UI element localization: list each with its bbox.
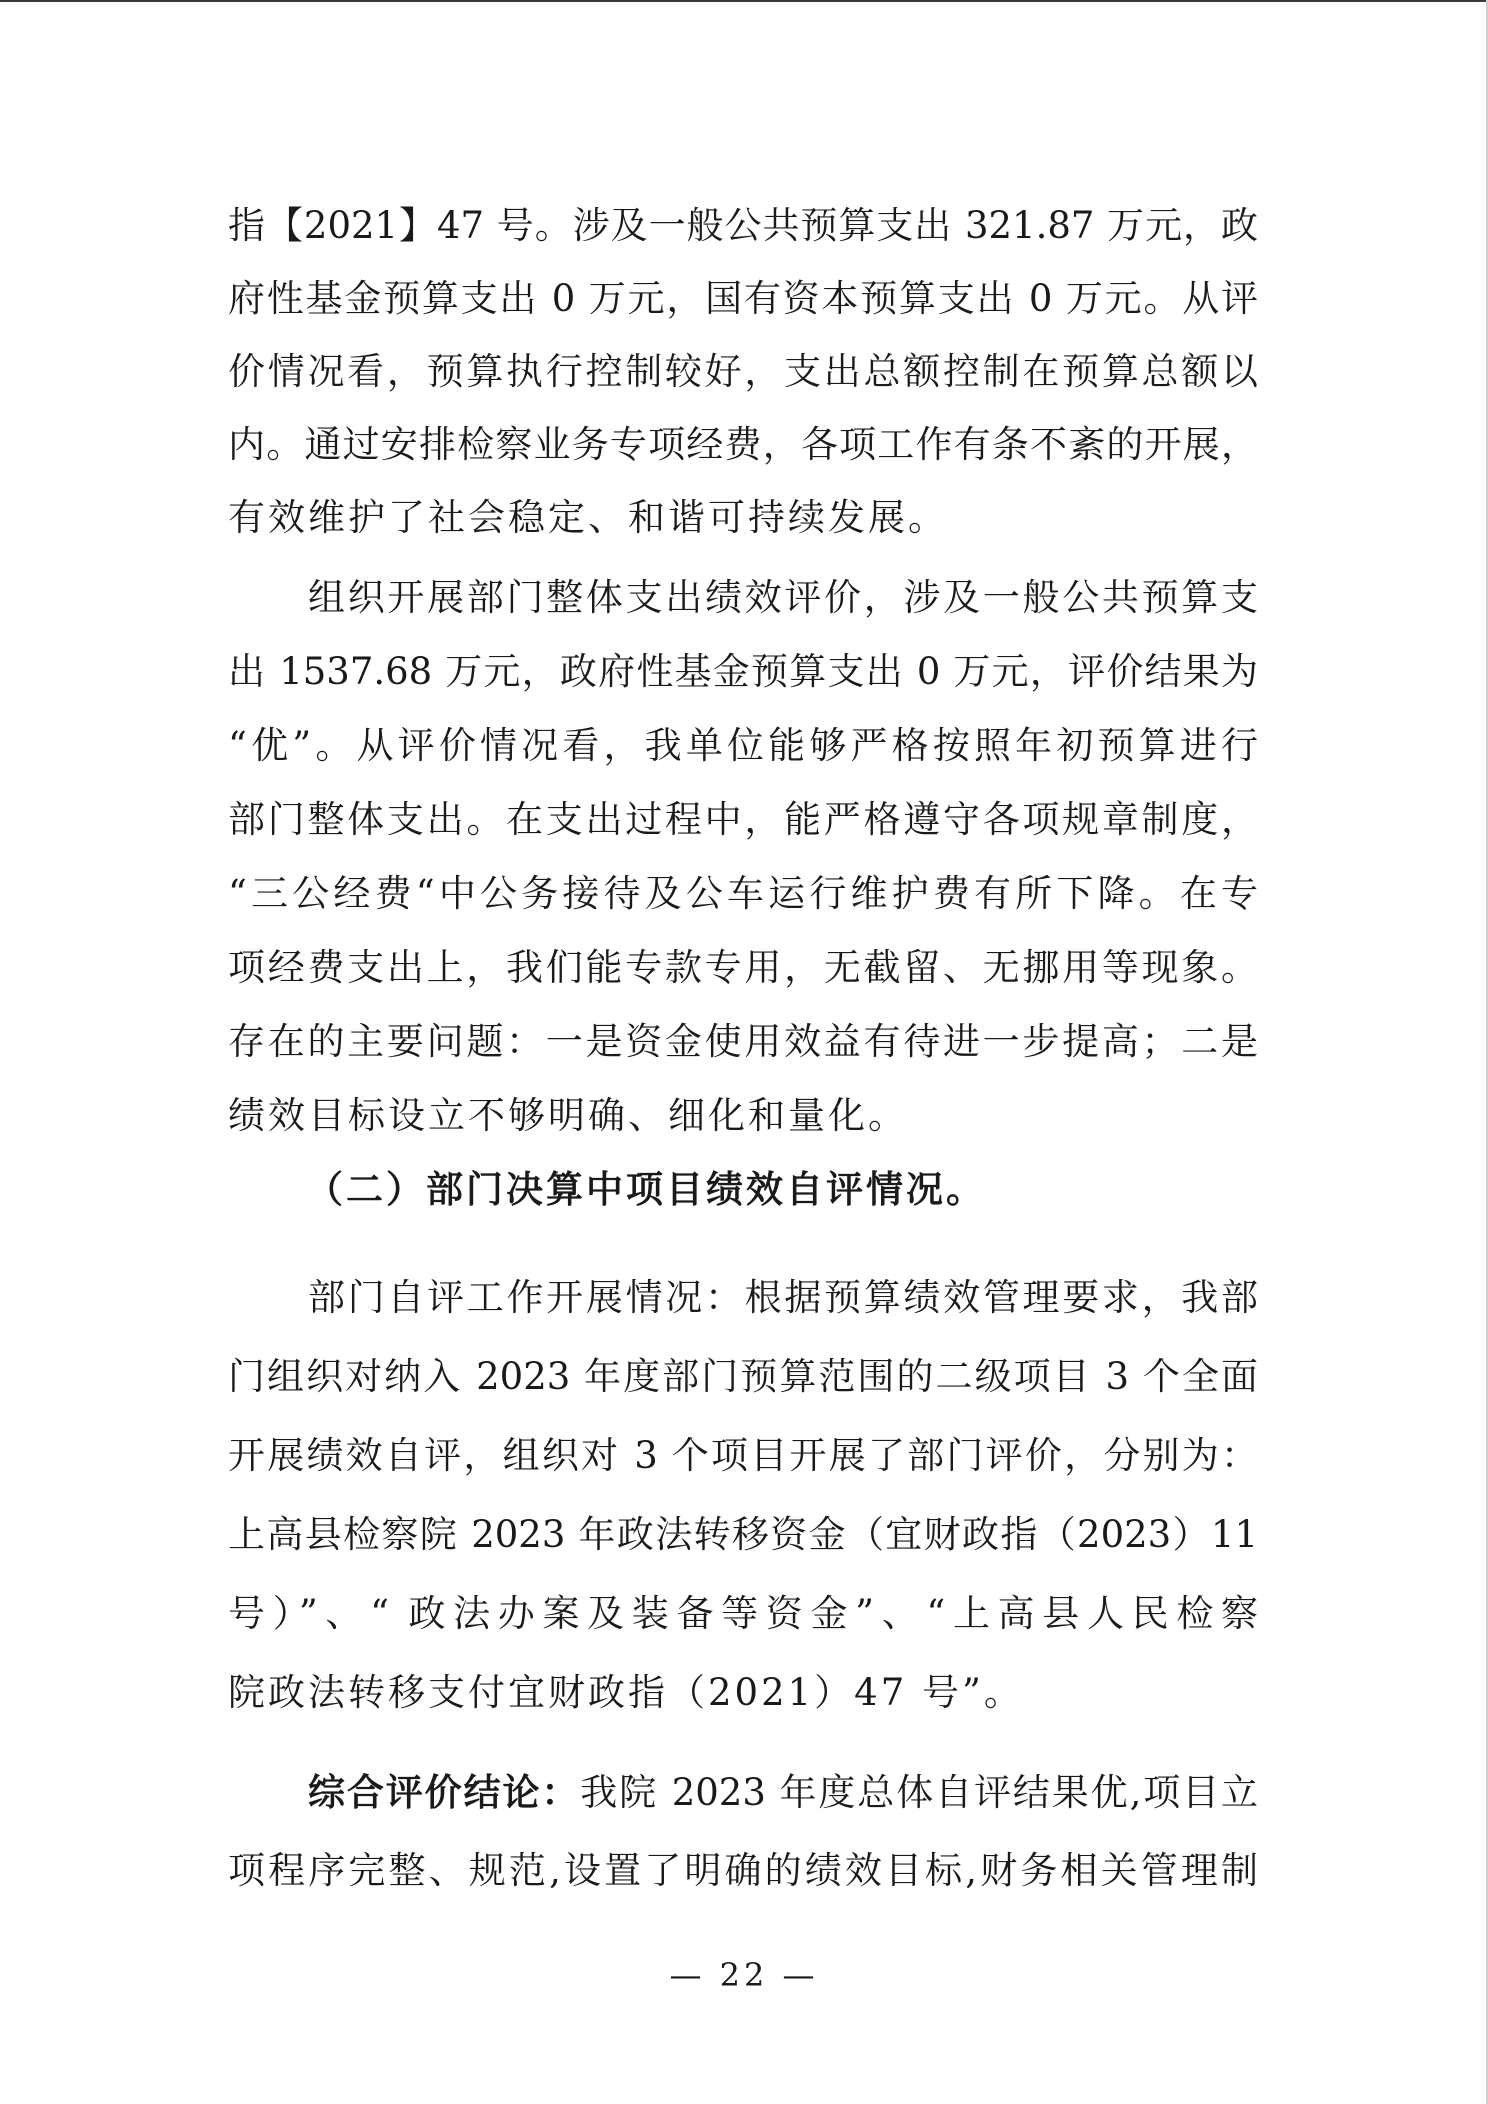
- paragraph-2-line-1: 组织开展部门整体支出绩效评价，涉及一般公共预算支: [308, 576, 1258, 619]
- paragraph-2-line-4: 部门整体支出。在支出过程中，能严格遵守各项规章制度，: [228, 798, 1258, 841]
- section-heading: （二）部门决算中项目绩效自评情况。: [306, 1168, 986, 1211]
- paragraph-3-line-2: 门组织对纳入 2023 年度部门预算范围的二级项目 3 个全面: [228, 1355, 1258, 1398]
- paragraph-1-line-2: 府性基金预算支出 0 万元，国有资本预算支出 0 万元。从评: [228, 277, 1258, 320]
- paragraph-2-line-7: 存在的主要问题：一是资金使用效益有待进一步提高；二是: [228, 1020, 1258, 1063]
- paragraph-3-line-3: 开展绩效自评，组织对 3 个项目开展了部门评价，分别为：: [228, 1434, 1258, 1477]
- page-number: — 22 —: [669, 1956, 819, 1994]
- paragraph-4-line-1: [308, 1763, 1258, 1823]
- paragraph-3-line-6: 院政法转移支付宜财政指（2021）47 号”。: [228, 1671, 1024, 1714]
- paragraph-3-line-1: 部门自评工作开展情况：根据预算绩效管理要求，我部: [308, 1276, 1258, 1319]
- paragraph-3-line-4: 上高县检察院 2023 年政法转移资金（宜财政指（2023）11: [228, 1513, 1258, 1556]
- paragraph-2-line-5: “三公经费“中公务接待及公车运行维护费有所下降。在专: [228, 872, 1258, 915]
- paragraph-1-line-1: 指【2021】47 号。涉及一般公共预算支出 321.87 万元，政: [228, 204, 1258, 247]
- conclusion-lead: 综合评价结论：: [308, 1771, 581, 1814]
- page-top-edge: [0, 0, 1488, 2]
- paragraph-1-line-5: 有效维护了社会稳定、和谐可持续发展。: [228, 496, 948, 539]
- paragraph-2-line-8: 绩效目标设立不够明确、细化和量化。: [228, 1094, 908, 1137]
- paragraph-3-line-5: 号）”、“ 政法办案及装备等资金”、“上高县人民检察: [228, 1592, 1258, 1635]
- paragraph-2-line-2: 出 1537.68 万元，政府性基金预算支出 0 万元，评价结果为: [228, 650, 1258, 693]
- paragraph-4-line-1-text: 我院 2023 年度总体自评结果优,项目立: [580, 1771, 1259, 1814]
- paragraph-2-line-3: “优”。从评价情况看，我单位能够严格按照年初预算进行: [228, 724, 1258, 767]
- paragraph-1-line-3: 价情况看，预算执行控制较好，支出总额控制在预算总额以: [228, 350, 1258, 393]
- paragraph-1-line-4: 内。通过安排检察业务专项经费，各项工作有条不紊的开展，: [228, 423, 1258, 466]
- paragraph-4-line-2: 项程序完整、规范,设置了明确的绩效目标,财务相关管理制: [228, 1849, 1258, 1892]
- paragraph-2-line-6: 项经费支出上，我们能专款专用，无截留、无挪用等现象。: [228, 946, 1258, 989]
